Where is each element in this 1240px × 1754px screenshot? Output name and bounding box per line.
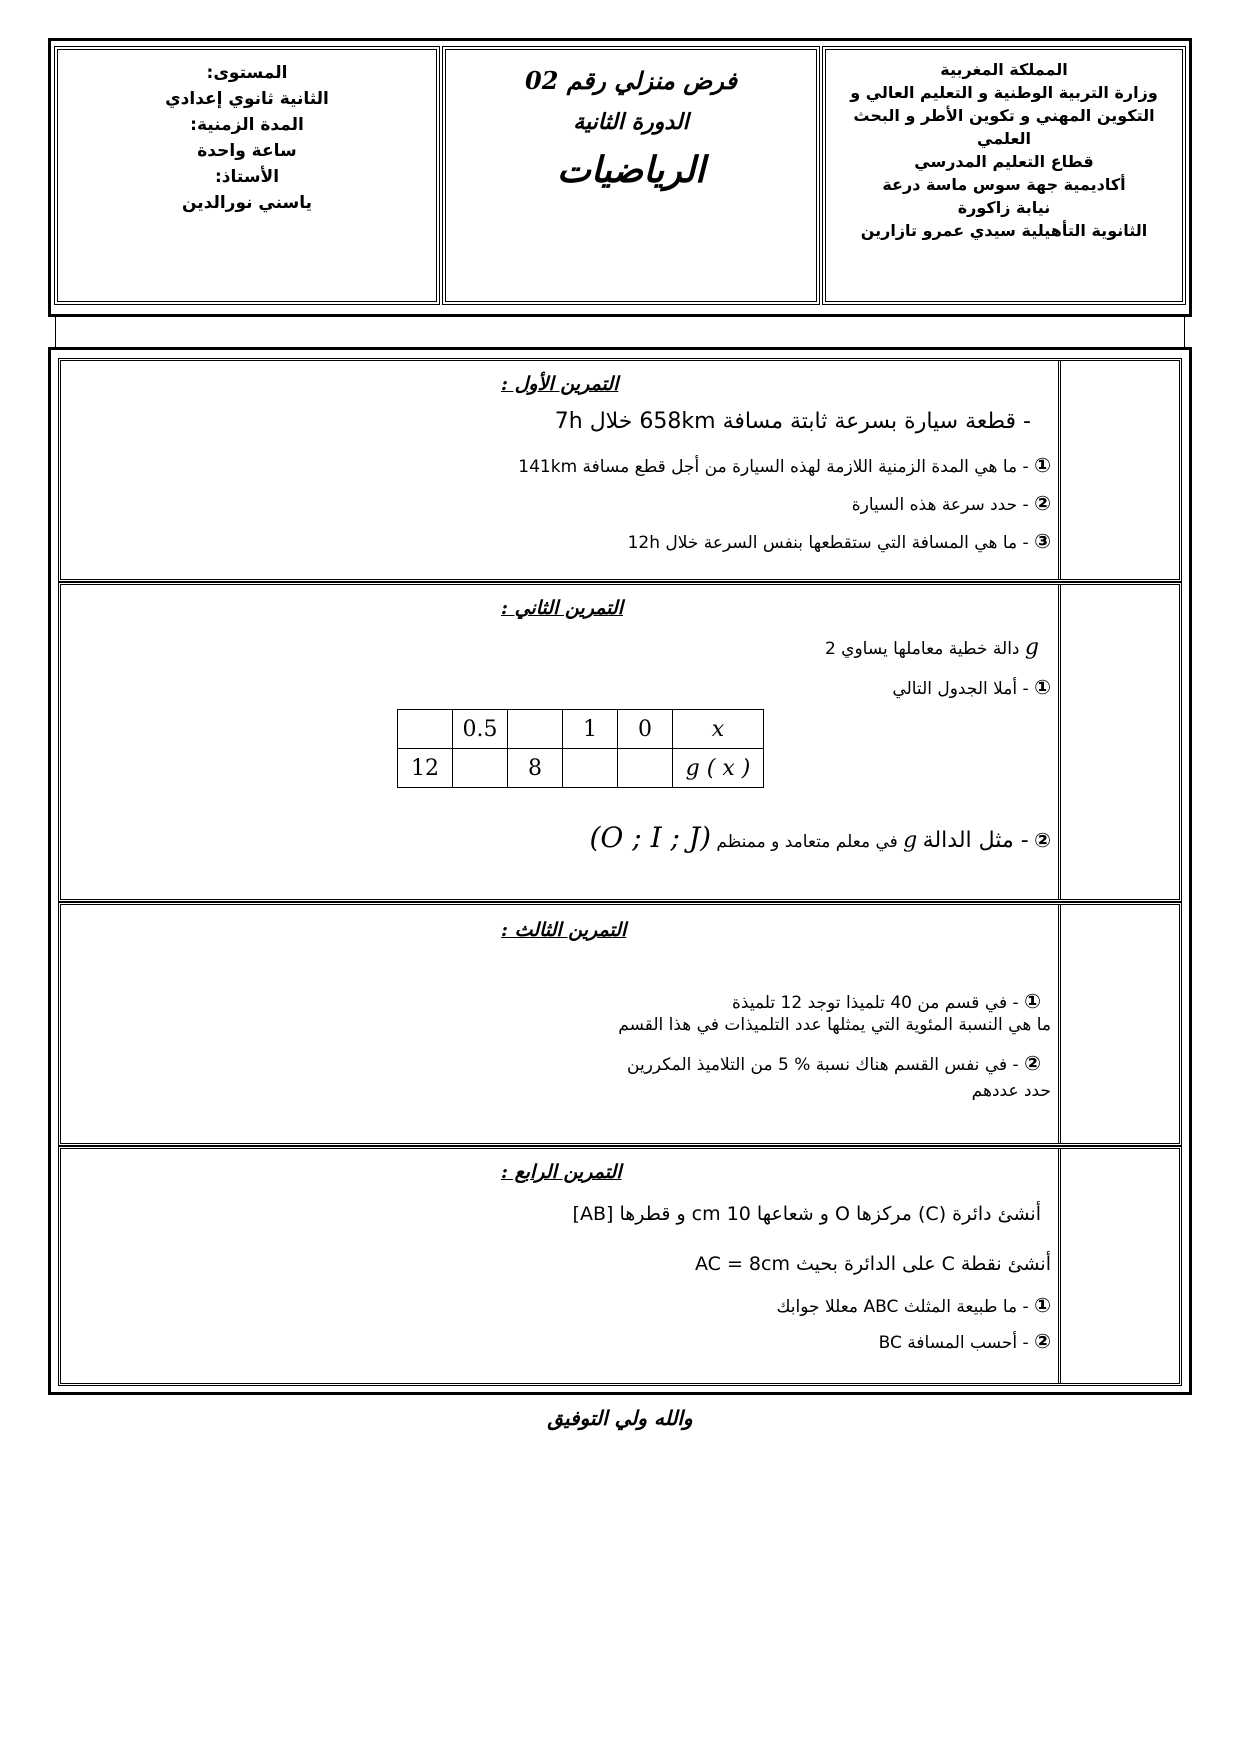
exercise-3-question-1-b: ما هي النسبة المئوية التي يمثلها عدد التلميذات في هذا القسم bbox=[618, 1015, 1051, 1035]
institution-line: الثانوية التأهيلية سيدي عمرو تازارين bbox=[860, 221, 1148, 240]
table-cell[interactable]: 12 bbox=[398, 749, 453, 788]
exercise-1-question-2 bbox=[852, 491, 1051, 515]
question-text: - ما طبيعة المثلث ABC معللا جوابك bbox=[776, 1297, 1029, 1317]
exercise-1-question-1 bbox=[518, 453, 1051, 477]
frame-notation bbox=[589, 821, 711, 854]
question-text: - مثل الدالة bbox=[922, 828, 1029, 853]
function-name: g bbox=[903, 828, 918, 853]
question-number: ① bbox=[1034, 1293, 1051, 1317]
exercise-2-question-1 bbox=[892, 675, 1051, 699]
session-label: الدورة الثانية bbox=[573, 109, 689, 135]
header-gap bbox=[55, 317, 1185, 347]
table-cell[interactable] bbox=[563, 749, 618, 788]
exercise-4 bbox=[58, 1146, 1182, 1386]
question-text: - ما هي المسافة التي ستقطعها بنفس السرعة خلال 12h bbox=[627, 533, 1029, 553]
teacher-name: ياسني نورالدين bbox=[181, 193, 313, 213]
margin-column bbox=[1058, 1149, 1061, 1383]
frame-text: (O ; I ; J) bbox=[589, 821, 712, 854]
exam-title: فرض منزلي رقم 02 bbox=[525, 66, 737, 95]
exercise-4-title: التمرين الرابع : bbox=[501, 1161, 622, 1183]
function-name: g bbox=[1024, 635, 1039, 660]
question-number: ② bbox=[1034, 828, 1051, 852]
closing-phrase: والله ولي التوفيق bbox=[547, 1406, 693, 1430]
margin-column bbox=[1058, 585, 1061, 899]
table-cell[interactable] bbox=[508, 710, 563, 749]
exercise-4-question-1 bbox=[776, 1293, 1051, 1317]
teacher-label: الأستاذ: bbox=[214, 167, 280, 187]
exercise-2-title: التمرين الثاني : bbox=[501, 597, 623, 619]
level-label: المستوى: bbox=[206, 63, 288, 83]
exercise-3-question-2 bbox=[627, 1051, 1041, 1075]
question-number: ① bbox=[1024, 989, 1041, 1013]
exercise-1-intro: - قطعة سيارة بسرعة ثابتة مسافة 658km خلال 7h bbox=[554, 409, 1031, 434]
question-number: ① bbox=[1034, 453, 1051, 477]
institution-line: العلمي bbox=[977, 129, 1031, 148]
exercise-3-question-1 bbox=[732, 989, 1041, 1013]
exercise-3-question-2-b: حدد عددهم bbox=[971, 1081, 1051, 1101]
exercise-2-intro bbox=[825, 635, 1039, 660]
table-header-cell: x bbox=[673, 710, 764, 749]
institution-line: وزارة التربية الوطنية و التعليم العالي و bbox=[850, 83, 1158, 102]
question-text: في معلم متعامد و ممنظم bbox=[716, 832, 898, 852]
exercise-4-line-2: أنشئ نقطة C على الدائرة بحيث AC = 8cm bbox=[695, 1253, 1051, 1275]
question-number: ③ bbox=[1034, 529, 1051, 553]
level-value: الثانية ثانوي إعدادي bbox=[165, 89, 329, 109]
question-text: - في قسم من 40 تلميذا توجد 12 تلميذة bbox=[731, 993, 1019, 1013]
question-text: - ما هي المدة الزمنية اللازمة لهذه السيارة من أجل قطع مسافة 141km bbox=[518, 457, 1029, 477]
institution-line: قطاع التعليم المدرسي bbox=[914, 152, 1094, 171]
exercise-2-question-2 bbox=[589, 821, 1051, 854]
question-text: - حدد سرعة هذه السيارة bbox=[851, 495, 1029, 515]
table-row-x bbox=[398, 710, 764, 749]
question-number: ① bbox=[1034, 675, 1051, 699]
institution-line: أكاديمية جهة سوس ماسة درعة bbox=[882, 175, 1126, 194]
question-number: ② bbox=[1024, 1051, 1041, 1075]
exercise-1-question-3 bbox=[628, 529, 1051, 553]
table-cell[interactable]: 0 bbox=[618, 710, 673, 749]
exercise-4-question-2 bbox=[879, 1329, 1051, 1353]
table-cell[interactable]: 1 bbox=[563, 710, 618, 749]
header-institution-box bbox=[822, 46, 1186, 305]
institution-line: التكوين المهني و تكوين الأطر و البحث bbox=[853, 106, 1155, 125]
margin-column bbox=[1058, 361, 1061, 579]
question-number: ② bbox=[1034, 491, 1051, 515]
exercise-4-line-1: أنشئ دائرة (C) مركزها O و شعاعها 10 cm و قطرها [AB] bbox=[572, 1203, 1041, 1225]
table-cell[interactable] bbox=[618, 749, 673, 788]
exercise-1-title: التمرين الأول : bbox=[501, 373, 619, 395]
table-cell[interactable]: 8 bbox=[508, 749, 563, 788]
question-number: ② bbox=[1034, 1329, 1051, 1353]
values-table-wrap bbox=[397, 709, 764, 788]
exercise-3 bbox=[58, 902, 1182, 1146]
exercise-2 bbox=[58, 582, 1182, 902]
intro-text: دالة خطية معاملها يساوي 2 bbox=[824, 639, 1020, 659]
exercise-1 bbox=[58, 358, 1182, 582]
table-cell[interactable]: 0.5 bbox=[453, 710, 508, 749]
table-cell[interactable] bbox=[453, 749, 508, 788]
exercise-3-title: التمرين الثالث : bbox=[501, 919, 627, 941]
header-title-box bbox=[442, 46, 820, 305]
question-text: - في نفس القسم هناك نسبة % 5 من التلاميذ المكررين bbox=[627, 1055, 1019, 1075]
question-text: - أملا الجدول التالي bbox=[892, 679, 1029, 699]
values-table bbox=[397, 709, 764, 788]
table-row-g bbox=[398, 749, 764, 788]
table-header-cell: g ( x ) bbox=[673, 749, 764, 788]
institution-line: المملكة المغربية bbox=[940, 60, 1068, 79]
margin-column bbox=[1058, 905, 1061, 1143]
subject-title: الرياضيات bbox=[556, 149, 706, 191]
question-text: - أحسب المسافة BC bbox=[878, 1333, 1029, 1353]
table-cell[interactable] bbox=[398, 710, 453, 749]
institution-line: نيابة زاكورة bbox=[957, 198, 1051, 217]
duration-value: ساعة واحدة bbox=[197, 141, 297, 161]
duration-label: المدة الزمنية: bbox=[190, 115, 304, 135]
header-info-box bbox=[54, 46, 440, 305]
